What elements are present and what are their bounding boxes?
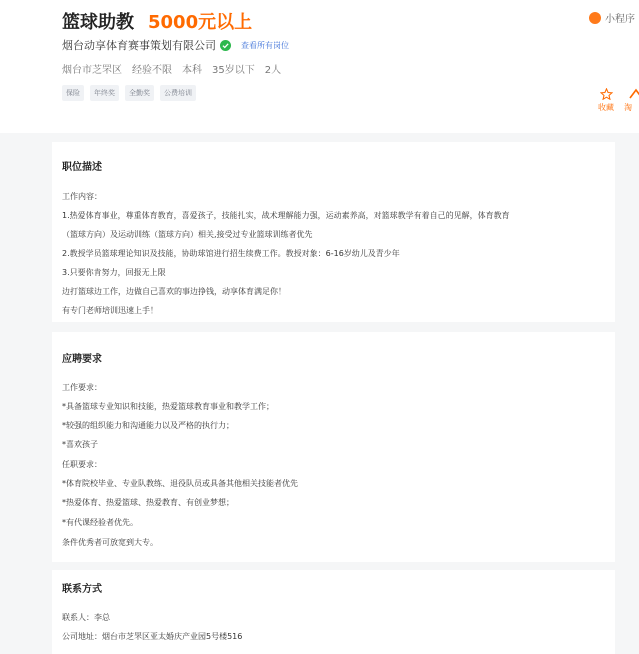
company-row <box>62 37 289 53</box>
description-line: 1.热爱体育事业，尊重体育教育，喜爱孩子，技能扎实，战术理解能力强，运动素养高，对篮球教学有着自己的见解，体育教育 <box>62 211 510 220</box>
verified-icon <box>220 40 231 51</box>
description-line: 2.教授学员篮球理论知识及技能，协助球馆进行招生续费工作。教授对象：6-16岁幼儿及青少年 <box>62 249 400 258</box>
favorite-label: 收藏 <box>598 103 614 112</box>
mini-program-icon <box>589 12 601 24</box>
requirement-line: *具备篮球专业知识和技能，热爱篮球教育事业和教学工作； <box>62 402 274 411</box>
contact-person: 联系人：李总 <box>62 613 110 622</box>
company-address: 公司地址：烟台市芝罘区亚太婚庆产业园5号楼516 <box>62 632 243 641</box>
benefit-tag: 保险 <box>62 85 84 101</box>
meta-headcount: 2人 <box>264 65 282 76</box>
share-button[interactable] <box>624 88 639 113</box>
meta-location: 烟台市芝罘区 <box>62 65 122 76</box>
mini-program-label: 小程序 <box>605 14 635 25</box>
job-header <box>0 0 639 133</box>
job-meta <box>62 61 291 76</box>
requirement-line: *喜欢孩子 <box>62 440 98 449</box>
requirement-line: 条件优秀者可放宽到大专。 <box>62 538 158 547</box>
section-title-contact: 联系方式 <box>62 584 102 595</box>
view-all-jobs-link[interactable]: 查看所有岗位 <box>241 40 289 50</box>
section-title-requirements: 应聘要求 <box>62 354 102 365</box>
description-line: 有专门老师培训迅速上手！ <box>62 306 158 315</box>
requirement-line: 工作要求： <box>62 383 102 392</box>
mini-program-button[interactable] <box>589 10 635 25</box>
meta-experience: 经验不限 <box>132 65 172 76</box>
requirement-line: *有代课经验者优先。 <box>62 518 138 527</box>
star-icon <box>600 88 613 100</box>
benefit-tag: 公费培训 <box>160 85 196 101</box>
requirement-line: *热爱体育、热爱篮球、热爱教育、有创业梦想； <box>62 498 234 507</box>
requirement-line: *较强的组织能力和沟通能力以及严格的执行力； <box>62 421 234 430</box>
title-row <box>62 8 252 34</box>
favorite-button[interactable] <box>594 88 618 113</box>
benefit-tags <box>62 85 202 101</box>
meta-age: 35岁以下 <box>212 65 255 76</box>
contact-card <box>52 570 615 654</box>
requirement-line: 任职要求： <box>62 460 102 469</box>
share-icon <box>624 88 639 100</box>
benefit-tag: 全勤奖 <box>125 85 154 101</box>
requirements-card <box>52 332 615 562</box>
share-label: 淘 <box>624 103 632 112</box>
benefit-tag: 年终奖 <box>90 85 119 101</box>
meta-education: 本科 <box>182 65 202 76</box>
section-title-description: 职位描述 <box>62 162 102 173</box>
description-line: 工作内容： <box>62 192 102 201</box>
company-name[interactable]: 烟台动享体育赛事策划有限公司 <box>62 39 216 52</box>
job-title: 篮球助教 <box>62 12 134 33</box>
salary: 5000元以上 <box>148 12 253 33</box>
description-line: （篮球方向）及运动训练（篮球方向）相关,接受过专业篮球训练者优先 <box>62 230 313 239</box>
requirement-line: *体育院校毕业、专业队教练、退役队员或具备其他相关技能者优先 <box>62 479 298 488</box>
description-line: 3.只要你肯努力，回报无上限 <box>62 268 166 277</box>
job-description-card <box>52 142 615 322</box>
description-line: 边打篮球边工作，边做自己喜欢的事边挣钱，动享体育满足你！ <box>62 287 286 296</box>
